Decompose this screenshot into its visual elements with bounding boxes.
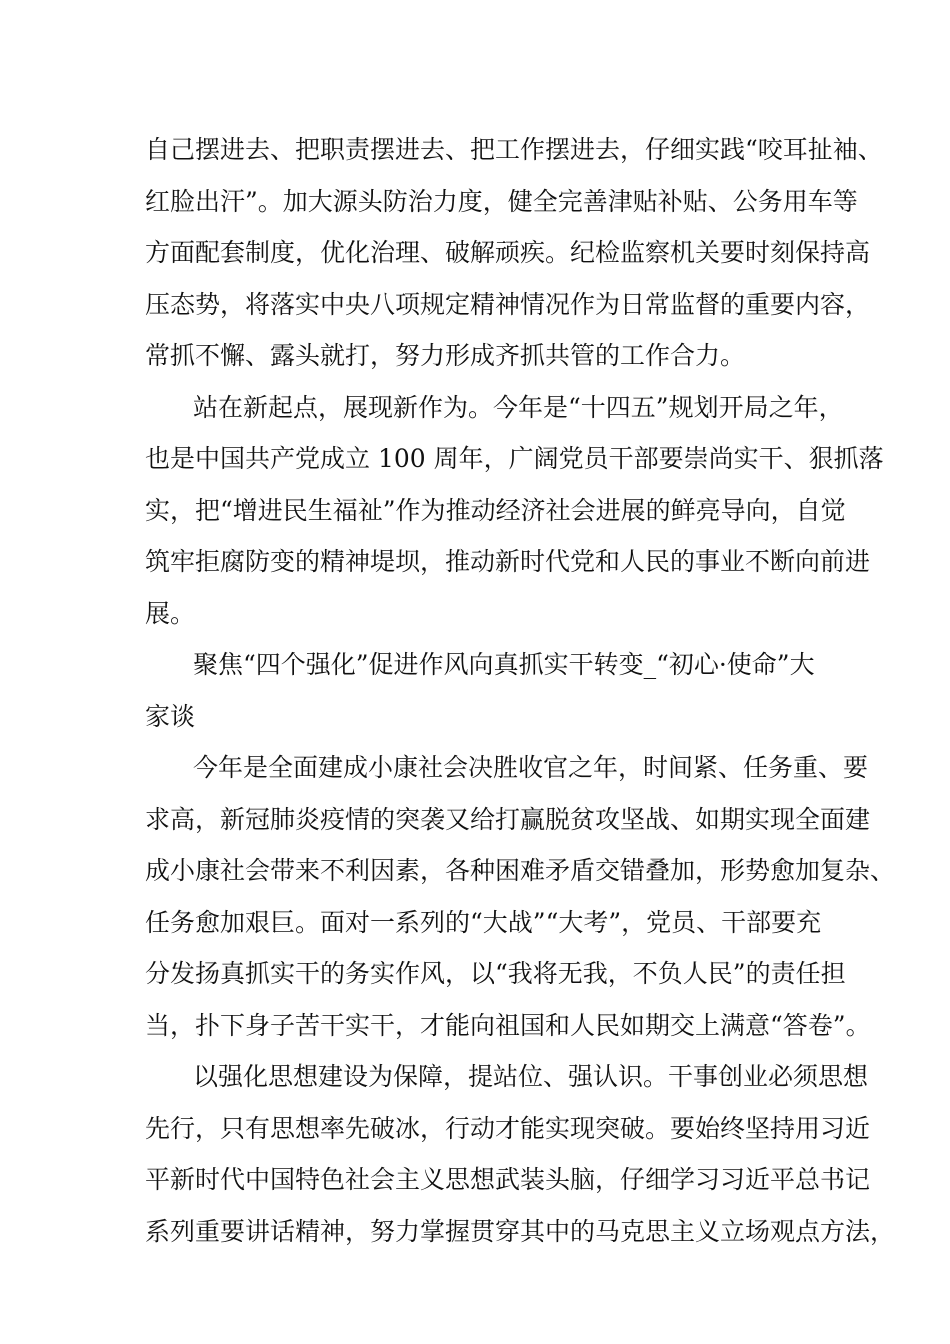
text-line: 任务愈加艰巨。面对一系列的“大战”“大考”，党员、干部要充 xyxy=(145,907,822,937)
text-line: 也是中国共产党成立 100 周年，广阔党员干部要崇尚实干、狠抓落 xyxy=(145,444,884,473)
section-title-line: 聚焦“四个强化”促进作风向真抓实干转变_“初心·使命”大 xyxy=(193,650,815,679)
text-line: 求高，新冠肺炎疫情的突袭又给打赢脱贫攻坚战、如期实现全面建 xyxy=(145,804,871,834)
text-line: 先行，只有思想率先破冰，行动才能实现突破。要始终坚持用习近 xyxy=(145,1113,871,1143)
text-line: 自己摆进去、把职责摆进去、把工作摆进去，仔细实践“咬耳扯袖、 xyxy=(145,135,883,164)
text-line: 系列重要讲话精神，努力掌握贯穿其中的马克思主义立场观点方法， xyxy=(145,1216,896,1246)
text-line: 方面配套制度，优化治理、破解顽疾。纪检监察机关要时刻保持高 xyxy=(145,238,871,267)
text-line: 展。 xyxy=(145,598,196,628)
text-line: 当，扑下身子苦干实干，才能向祖国和人民如期交上满意“答卷”。 xyxy=(145,1010,871,1040)
paragraph-first-line: 以强化思想建设为保障，提站位、强认识。干事创业必须思想 xyxy=(193,1062,869,1091)
document-body xyxy=(145,124,896,1257)
text-line: 筑牢拒腐防变的精神堤坝，推动新时代党和人民的事业不断向前进 xyxy=(145,547,871,576)
section-title-line: 家谈 xyxy=(145,701,196,731)
text-line: 实，把“增进民生福祉”作为推动经济社会进展的鲜亮导向，自觉 xyxy=(145,495,846,525)
text-line: 成小康社会带来不利因素，各种困难矛盾交错叠加，形势愈加复杂、 xyxy=(145,856,896,885)
text-line: 压态势，将落实中央八项规定精神情况作为日常监督的重要内容， xyxy=(145,289,871,319)
paragraph-first-line: 站在新起点，展现新作为。今年是“十四五”规划开局之年， xyxy=(193,392,844,422)
text-line: 平新时代中国特色社会主义思想武装头脑，仔细学习习近平总书记 xyxy=(145,1165,871,1194)
text-line: 常抓不懈、露头就打，努力形成齐抓共管的工作合力。 xyxy=(145,341,746,370)
paragraph-first-line: 今年是全面建成小康社会决胜收官之年，时间紧、任务重、要 xyxy=(193,753,869,782)
text-line: 分发扬真抓实干的务实作风，以“我将无我，不负人民”的责任担 xyxy=(145,959,846,988)
text-line: 红脸出汗”。加大源头防治力度，健全完善津贴补贴、公务用车等 xyxy=(145,186,858,216)
